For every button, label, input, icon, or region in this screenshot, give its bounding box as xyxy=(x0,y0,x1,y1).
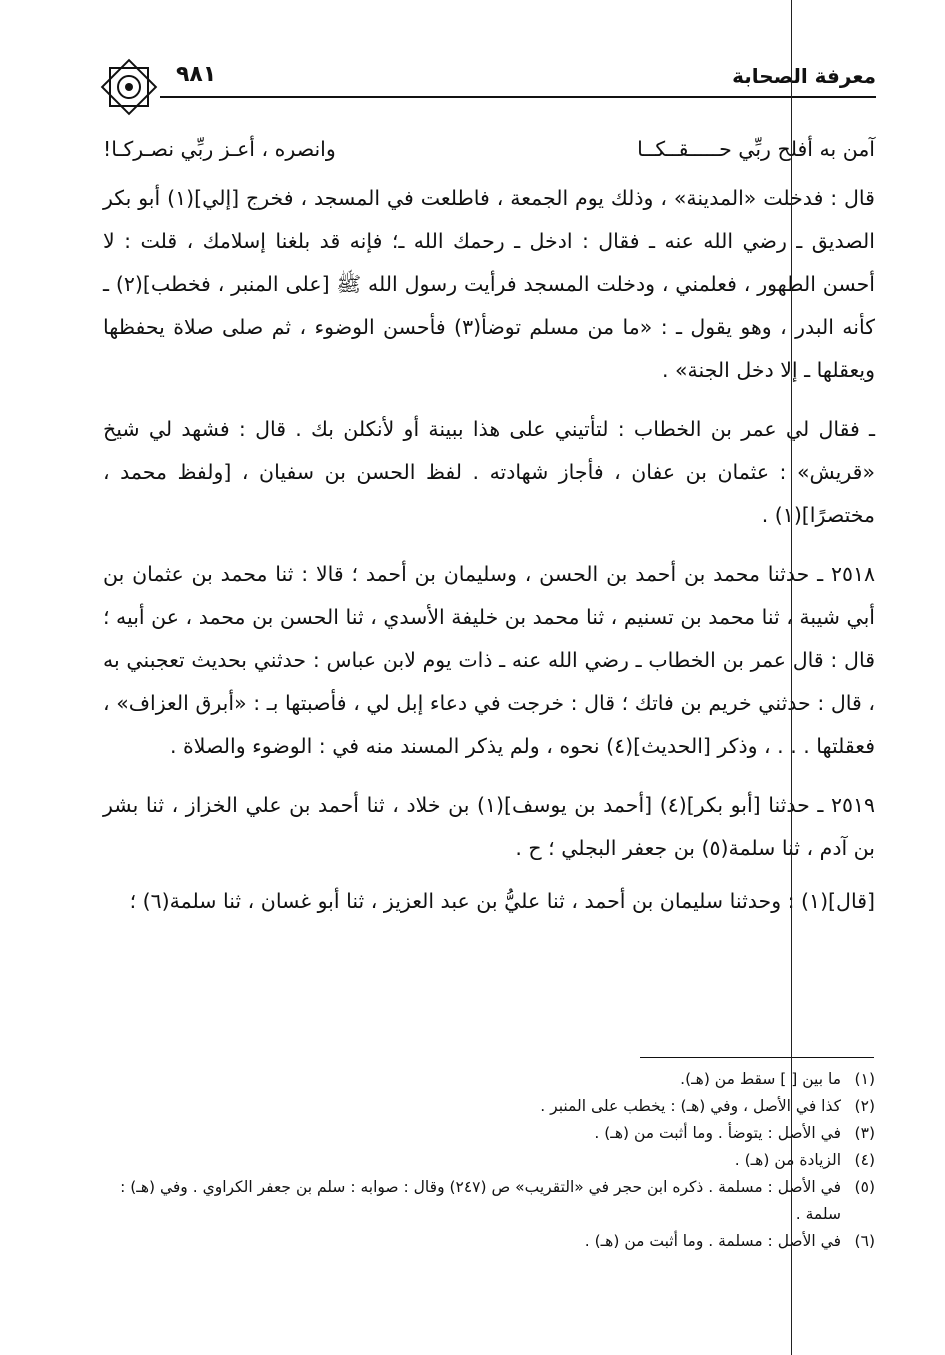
footnote xyxy=(103,1120,875,1147)
poem-verse xyxy=(103,128,875,171)
footnote-number: (٥) xyxy=(854,1178,875,1196)
footnote-number: (٦) xyxy=(854,1232,875,1250)
footnote xyxy=(103,1147,875,1174)
paragraph: ـ فقال لي عمر بن الخطاب : لتأتيني على هذا ببينة أو لأنكلن بك . قال : فشهد لي شيخ «قريش» : عثمان بن عفان ، فأجاز شهادته . لفظ الحسن بن سفيان ، [ولفظ محمد ، مختصرًا](١) . xyxy=(103,417,875,527)
paragraph: [قال](١) : وحدثنا سليمان بن أحمد ، ثنا عليُّ بن عبد العزيز ، ثنا أبو غسان ، ثنا سلمة(٦) ؛ xyxy=(129,889,875,913)
main-text xyxy=(103,128,875,933)
footnote-number: (٣) xyxy=(854,1124,875,1142)
footnote-text: في الأصل : يتوضأ . وما أثبت من (هـ) . xyxy=(594,1124,841,1142)
book-title: معرفة الصحابة xyxy=(732,64,876,88)
footnote-number: (٢) xyxy=(854,1097,875,1115)
star-ornament-icon xyxy=(98,56,160,118)
footnote-text: الزيادة من (هـ) . xyxy=(734,1151,841,1169)
verse-hemistich-second: وانصره ، أعـز ربِّي نصـركـا! xyxy=(103,137,336,161)
footnote xyxy=(103,1174,875,1228)
footnotes xyxy=(103,1066,875,1255)
scan-binding-line xyxy=(791,0,792,1355)
footnote xyxy=(103,1093,875,1120)
footnote-text: في الأصل : مسلمة . ذكره ابن حجر في «التقريب» ص (٢٤٧) وقال : صوابه : سلم بن جعفر الكراوي . وفي (هـ) : سلمة . xyxy=(120,1178,841,1223)
footnote-text: في الأصل : مسلمة . وما أثبت من (هـ) . xyxy=(584,1232,841,1250)
footnote xyxy=(103,1228,875,1255)
hadith-2519: ٢٥١٩ ـ حدثنا [أبو بكر](٤) [أحمد بن يوسف](١) بن خلاد ، ثنا أحمد بن علي الخزاز ، ثنا بشر بن آدم ، ثنا سلمة(٥) بن جعفر البجلي ؛ ح . xyxy=(103,793,876,860)
footnote-number: (٤) xyxy=(854,1151,875,1169)
footnote-text: كذا في الأصل ، وفي (هـ) : يخطب على المنبر . xyxy=(540,1097,841,1115)
footnote-number: (١) xyxy=(854,1070,875,1088)
verse-hemistich-first: آمن به أفلح ربِّي حـــــقــكــا xyxy=(637,137,875,161)
hadith-2518: ٢٥١٨ ـ حدثنا محمد بن أحمد بن الحسن ، وسليمان بن أحمد ؛ قالا : ثنا محمد بن عثمان بن أبي شيبة ، ثنا محمد بن تسنيم ، ثنا محمد بن خليفة الأسدي ، ثنا الحسن بن محمد ، عن أبيه ؛ قال : قال عمر بن الخطاب ـ رضي الله عنه ـ ذات يوم لابن عباس : حدثني بحديث تعجبني به ، قال : حدثني خريم بن فاتك ؛ قال : خرجت في دعاء إبل لي ، فأصبتها بـ : «أبرق العزاف» ، فعقلتها . . . ، وذكر [الحديث](٤) نحوه ، ولم يذكر المسند منه في : الوضوء والصلاة . xyxy=(103,562,875,758)
footnote xyxy=(103,1066,875,1093)
paragraph: قال : فدخلت «المدينة» ، وذلك يوم الجمعة ، فاطلعت في المسجد ، فخرج [إلي](١) أبو بكر الصديق ـ رضي الله عنه ـ فقال : ادخل ـ رحمك الله ـ؛ فإنه قد بلغنا إسلامك ، قلت : لا أحسن الطهور ، فعلمني ، ودخلت المسجد فرأيت رسول الله ﷺ [على المنبر ، فخطب](٢) ـ كأنه البدر ، وهو يقول ـ : «ما من مسلم توضأ(٣) فأحسن الوضوء ، ثم صلى صلاة يحفظها ويعقلها ـ إلا دخل الجنة» . xyxy=(103,186,876,382)
page-number: ٩٨١ xyxy=(176,62,217,87)
header-divider xyxy=(160,96,876,98)
page-header xyxy=(98,58,876,98)
footnote-divider xyxy=(640,1057,874,1058)
footnote-text: ما بين [ ] سقط من (هـ). xyxy=(680,1070,841,1088)
